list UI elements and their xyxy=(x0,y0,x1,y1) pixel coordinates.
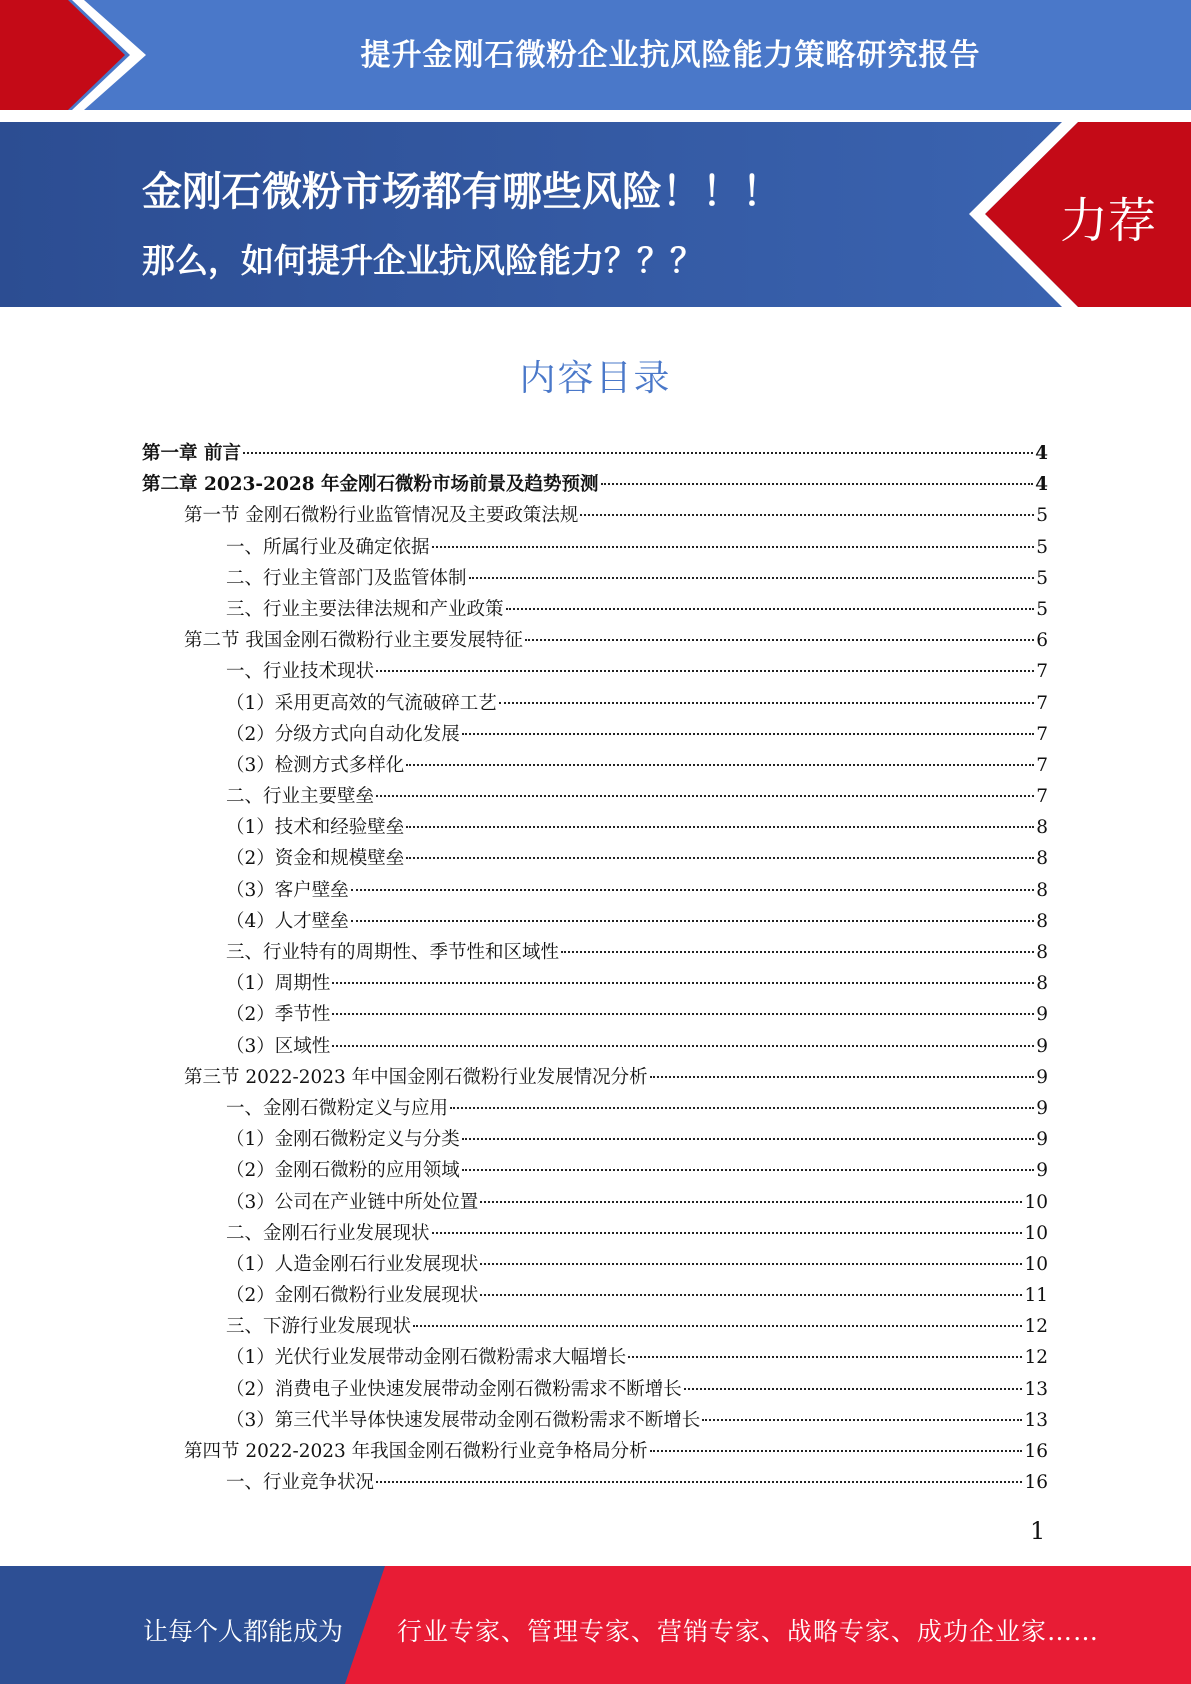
toc-dot-leader xyxy=(406,826,1034,828)
toc-entry-page: 9 xyxy=(1036,1035,1048,1057)
toc-entry-title: 第四节 2022-2023 年我国金刚石微粉行业竞争格局分析 xyxy=(184,1441,648,1462)
toc-entry[interactable] xyxy=(142,1405,1048,1436)
toc-entry[interactable] xyxy=(142,1187,1048,1218)
toc-dot-leader xyxy=(480,1263,1022,1265)
toc-dot-leader xyxy=(480,1201,1022,1203)
toc-entry-title: 第一节 金刚石微粉行业监管情况及主要政策法规 xyxy=(184,505,579,527)
toc-entry-title: （3）公司在产业链中所处位置 xyxy=(226,1191,479,1213)
toc-entry-page: 8 xyxy=(1036,910,1048,932)
toc-dot-leader xyxy=(332,982,1034,984)
toc-dot-leader xyxy=(376,795,1034,797)
toc-entry-title: 三、行业特有的周期性、季节性和区域性 xyxy=(226,942,560,963)
toc-entry[interactable] xyxy=(142,750,1048,781)
toc-dot-leader xyxy=(332,1013,1034,1015)
toc-dot-leader xyxy=(480,1294,1022,1296)
toc-entry-title: 一、行业竞争状况 xyxy=(226,1472,375,1494)
toc-entry[interactable] xyxy=(142,1031,1048,1062)
headline-question: 那么，如何提升企业抗风险能力？？？ xyxy=(142,241,703,280)
toc-entry[interactable] xyxy=(142,563,1048,594)
toc-entry-page: 5 xyxy=(1036,567,1048,589)
toc-entry-page: 7 xyxy=(1036,754,1048,776)
toc-dot-leader xyxy=(628,1356,1022,1358)
toc-entry[interactable] xyxy=(142,1155,1048,1186)
toc-entry-page: 9 xyxy=(1036,1097,1048,1119)
toc-entry-title: （3）第三代半导体快速发展带动金刚石微粉需求不断增长 xyxy=(226,1409,701,1431)
top-banner xyxy=(0,0,1191,110)
toc-entry[interactable] xyxy=(142,1280,1048,1311)
recommend-badge: 力荐 xyxy=(1060,193,1157,249)
toc-entry-title: （3）客户壁垒 xyxy=(226,879,349,901)
table-of-contents xyxy=(142,438,1048,1498)
toc-entry[interactable] xyxy=(142,843,1048,874)
toc-entry[interactable] xyxy=(142,656,1048,687)
toc-entry-title: 三、下游行业发展现状 xyxy=(226,1316,412,1338)
toc-entry-page: 9 xyxy=(1036,1066,1048,1088)
toc-entry[interactable] xyxy=(142,906,1048,937)
toc-dot-leader xyxy=(332,1045,1034,1047)
toc-dot-leader xyxy=(376,1481,1022,1483)
toc-entry[interactable] xyxy=(142,1342,1048,1373)
toc-entry-title: （2）分级方式向自动化发展 xyxy=(226,723,460,745)
toc-dot-leader xyxy=(702,1419,1022,1421)
toc-entry-title: 一、金刚石微粉定义与应用 xyxy=(226,1097,449,1119)
toc-entry[interactable] xyxy=(142,1374,1048,1405)
toc-entry-page: 8 xyxy=(1036,879,1048,901)
red-arrow-decoration xyxy=(0,0,160,110)
toc-entry-title: （1）光伏行业发展带动金刚石微粉需求大幅增长 xyxy=(226,1347,627,1369)
toc-dot-leader xyxy=(580,514,1034,516)
toc-entry-page: 8 xyxy=(1036,848,1048,870)
footer-slogan-left: 让每个人都能成为 xyxy=(143,1617,344,1646)
toc-entry-page: 5 xyxy=(1036,505,1048,527)
toc-entry-page: 11 xyxy=(1024,1285,1048,1307)
toc-entry-page: 7 xyxy=(1036,723,1048,745)
toc-dot-leader xyxy=(525,639,1034,641)
toc-entry-page: 9 xyxy=(1036,1160,1048,1182)
toc-entry[interactable] xyxy=(142,1093,1048,1124)
toc-entry-title: （2）金刚石微粉的应用领域 xyxy=(226,1160,460,1182)
page-number: 1 xyxy=(1030,1517,1046,1545)
toc-entry-page: 6 xyxy=(1036,630,1048,652)
toc-entry-page: 4 xyxy=(1035,474,1048,496)
toc-entry-page: 10 xyxy=(1024,1191,1048,1213)
toc-entry-title: （2）季节性 xyxy=(226,1004,331,1026)
toc-entry-title: （3）检测方式多样化 xyxy=(226,754,405,776)
toc-entry-page: 8 xyxy=(1036,817,1048,839)
toc-entry-page: 16 xyxy=(1024,1441,1048,1462)
toc-entry-title: 二、金刚石行业发展现状 xyxy=(226,1222,430,1244)
toc-entry-page: 16 xyxy=(1024,1472,1048,1494)
toc-dot-leader xyxy=(406,764,1034,766)
toc-entry[interactable] xyxy=(142,1249,1048,1280)
headline-risk: 金刚石微粉市场都有哪些风险！！！ xyxy=(142,169,782,215)
toc-entry[interactable] xyxy=(142,812,1048,843)
toc-dot-leader xyxy=(351,920,1034,922)
toc-dot-leader xyxy=(499,702,1034,704)
toc-entry[interactable] xyxy=(142,937,1048,968)
toc-entry-title: 第二节 我国金刚石微粉行业主要发展特征 xyxy=(184,630,523,652)
toc-entry-title: （1）人造金刚石行业发展现状 xyxy=(226,1253,479,1275)
toc-entry[interactable] xyxy=(142,688,1048,719)
toc-entry-title: 一、所属行业及确定依据 xyxy=(226,536,430,558)
toc-entry-page: 13 xyxy=(1024,1378,1048,1400)
toc-dot-leader xyxy=(450,1107,1034,1109)
footer-banner xyxy=(0,1566,1191,1684)
toc-entry-page: 7 xyxy=(1036,786,1048,808)
toc-dot-leader xyxy=(561,951,1034,953)
toc-dot-leader xyxy=(684,1388,1023,1390)
toc-entry[interactable] xyxy=(142,532,1048,563)
toc-entry[interactable] xyxy=(142,1062,1048,1093)
toc-entry-title: 三、行业主要法律法规和产业政策 xyxy=(226,598,504,620)
toc-entry[interactable] xyxy=(142,1124,1048,1155)
toc-entry[interactable] xyxy=(142,1218,1048,1249)
toc-entry-page: 8 xyxy=(1036,973,1048,995)
toc-entry[interactable] xyxy=(142,999,1048,1030)
toc-entry-page: 12 xyxy=(1024,1347,1048,1369)
toc-entry-title: （1）技术和经验壁垒 xyxy=(226,817,405,839)
toc-entry-page: 13 xyxy=(1024,1409,1048,1431)
toc-entry[interactable] xyxy=(142,438,1048,469)
toc-entry-title: （1）周期性 xyxy=(226,973,331,995)
toc-entry-title: （2）消费电子业快速发展带动金刚石微粉需求不断增长 xyxy=(226,1378,682,1400)
toc-entry-page: 7 xyxy=(1036,661,1048,683)
toc-dot-leader xyxy=(469,577,1035,579)
toc-entry[interactable] xyxy=(142,719,1048,750)
toc-entry-title: （1）金刚石微粉定义与分类 xyxy=(226,1129,460,1151)
toc-dot-leader xyxy=(413,1325,1022,1327)
toc-entry-title: （2）资金和规模壁垒 xyxy=(226,848,405,870)
toc-dot-leader xyxy=(650,1450,1023,1452)
toc-entry[interactable] xyxy=(142,625,1048,656)
toc-entry-title: 第三节 2022-2023 年中国金刚石微粉行业发展情况分析 xyxy=(184,1066,648,1088)
toc-entry-title: （2）金刚石微粉行业发展现状 xyxy=(226,1285,479,1307)
toc-dot-leader xyxy=(432,546,1035,548)
toc-dot-leader xyxy=(432,1232,1023,1234)
toc-entry-page: 10 xyxy=(1024,1253,1048,1275)
footer-slogan-right: 行业专家、管理专家、营销专家、战略专家、成功企业家…… xyxy=(397,1617,1100,1646)
toc-entry-page: 8 xyxy=(1036,942,1048,963)
toc-dot-leader xyxy=(462,1169,1034,1171)
toc-entry-title: （4）人才壁垒 xyxy=(226,910,349,932)
toc-entry[interactable] xyxy=(142,594,1048,625)
toc-dot-leader xyxy=(243,452,1033,454)
toc-entry[interactable] xyxy=(142,500,1048,531)
toc-dot-leader xyxy=(506,608,1035,610)
toc-entry[interactable] xyxy=(142,1436,1048,1467)
toc-dot-leader xyxy=(601,483,1034,485)
report-title: 提升金刚石微粉企业抗风险能力策略研究报告 xyxy=(360,38,981,73)
toc-entry[interactable] xyxy=(142,875,1048,906)
toc-entry-page: 4 xyxy=(1035,443,1048,464)
toc-entry[interactable] xyxy=(142,968,1048,999)
toc-dot-leader xyxy=(462,1138,1034,1140)
toc-entry[interactable] xyxy=(142,469,1048,500)
toc-entry-page: 9 xyxy=(1036,1129,1048,1151)
toc-entry[interactable] xyxy=(142,1311,1048,1342)
toc-entry-page: 7 xyxy=(1036,692,1048,714)
toc-entry-page: 5 xyxy=(1036,536,1048,558)
toc-dot-leader xyxy=(351,889,1034,891)
toc-entry-page: 12 xyxy=(1024,1316,1048,1338)
toc-entry[interactable] xyxy=(142,1467,1048,1498)
toc-dot-leader xyxy=(376,670,1034,672)
toc-dot-leader xyxy=(406,857,1034,859)
toc-entry-page: 5 xyxy=(1036,598,1048,620)
toc-entry[interactable] xyxy=(142,781,1048,812)
toc-entry-title: （3）区域性 xyxy=(226,1035,331,1057)
toc-entry-title: 第一章 前言 xyxy=(142,443,241,464)
toc-entry-page: 9 xyxy=(1036,1004,1048,1026)
toc-entry-title: 二、行业主管部门及监管体制 xyxy=(226,567,467,589)
toc-entry-title: （1）采用更高效的气流破碎工艺 xyxy=(226,692,497,714)
toc-title: 内容目录 xyxy=(519,358,672,399)
toc-entry-title: 二、行业主要壁垒 xyxy=(226,786,375,808)
toc-entry-title: 第二章 2023-2028 年金刚石微粉市场前景及趋势预测 xyxy=(142,474,599,496)
toc-entry-title: 一、行业技术现状 xyxy=(226,661,375,683)
toc-entry-page: 10 xyxy=(1024,1222,1048,1244)
headline-banner xyxy=(0,122,1191,307)
toc-dot-leader xyxy=(650,1076,1035,1078)
toc-dot-leader xyxy=(462,733,1034,735)
